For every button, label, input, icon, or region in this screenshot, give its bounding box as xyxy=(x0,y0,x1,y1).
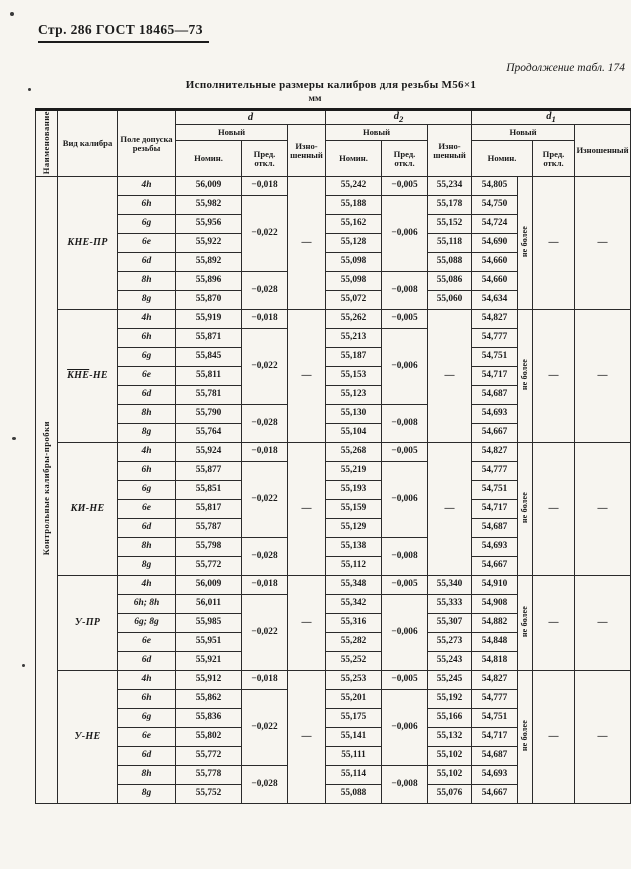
d2-nominal: 55,130 xyxy=(326,405,382,424)
d1-deviation: — xyxy=(533,671,575,804)
d-nominal: 55,764 xyxy=(176,424,242,443)
d2-worn: — xyxy=(428,443,472,576)
d-nominal: 55,877 xyxy=(176,462,242,481)
gauge-label: У-ПР xyxy=(58,576,118,671)
d-deviation: −0,018 xyxy=(242,443,288,462)
d2-worn: 55,178 xyxy=(428,196,472,215)
tolerance-field-value: 8h xyxy=(118,766,176,785)
col-header-d-deviation: Пред. откл. xyxy=(242,141,288,177)
d-nominal: 55,752 xyxy=(176,785,242,804)
d1-note: не более xyxy=(518,177,533,310)
tolerance-field-value: 8g xyxy=(118,785,176,804)
col-header-d1-new: Новый xyxy=(472,125,575,141)
d2-nominal: 55,128 xyxy=(326,234,382,253)
d1-nominal: 54,690 xyxy=(472,234,518,253)
d1-nominal: 54,750 xyxy=(472,196,518,215)
d-deviation: −0,022 xyxy=(242,690,288,766)
d1-nominal: 54,717 xyxy=(472,367,518,386)
d-nominal: 55,851 xyxy=(176,481,242,500)
tolerance-field-value: 6h; 8h xyxy=(118,595,176,614)
d2-worn: 55,245 xyxy=(428,671,472,690)
d-nominal: 55,790 xyxy=(176,405,242,424)
d-worn: — xyxy=(288,671,326,804)
d-nominal: 55,778 xyxy=(176,766,242,785)
d-nominal: 55,924 xyxy=(176,443,242,462)
col-header-d-worn: Изношенный xyxy=(288,125,326,177)
d-nominal: 55,836 xyxy=(176,709,242,728)
d2-deviation: −0,008 xyxy=(382,272,428,310)
d-nominal: 55,798 xyxy=(176,538,242,557)
d2-nominal: 55,342 xyxy=(326,595,382,614)
d1-deviation: — xyxy=(533,576,575,671)
d2-worn: 55,333 xyxy=(428,595,472,614)
scan-mark xyxy=(28,88,31,91)
tolerance-field-value: 6e xyxy=(118,728,176,747)
gauge-label: КНЕ-ПР xyxy=(58,177,118,310)
units-label: мм xyxy=(308,94,322,104)
d1-nominal: 54,777 xyxy=(472,462,518,481)
d1-nominal: 54,717 xyxy=(472,500,518,519)
d2-nominal: 55,213 xyxy=(326,329,382,348)
col-header-d2-deviation: Пред. откл. xyxy=(382,141,428,177)
tolerance-field-value: 6d xyxy=(118,652,176,671)
tolerance-field-value: 4h xyxy=(118,177,176,196)
dimensions-table xyxy=(35,108,631,804)
table-body xyxy=(36,177,631,804)
d1-worn: — xyxy=(575,576,631,671)
d2-nominal: 55,268 xyxy=(326,443,382,462)
col-header-d-new: Новый xyxy=(176,125,288,141)
col-header-gauge-type: Вид калибра xyxy=(58,110,118,177)
d2-nominal: 55,188 xyxy=(326,196,382,215)
d1-nominal: 54,634 xyxy=(472,291,518,310)
d1-note: не более xyxy=(518,671,533,804)
d2-worn: 55,060 xyxy=(428,291,472,310)
col-header-d1-deviation: Пред. откл. xyxy=(533,141,575,177)
d1-nominal: 54,693 xyxy=(472,538,518,557)
d2-nominal: 55,088 xyxy=(326,785,382,804)
d2-nominal: 55,129 xyxy=(326,519,382,538)
d2-worn: 55,152 xyxy=(428,215,472,234)
tolerance-field-value: 6d xyxy=(118,519,176,538)
scan-mark xyxy=(10,12,14,16)
d-nominal: 55,845 xyxy=(176,348,242,367)
d1-nominal: 54,848 xyxy=(472,633,518,652)
tolerance-field-value: 8h xyxy=(118,405,176,424)
tolerance-field-value: 6g xyxy=(118,481,176,500)
side-label: Контрольные калибры-пробки xyxy=(36,177,58,804)
d2-nominal: 55,098 xyxy=(326,253,382,272)
d1-nominal: 54,717 xyxy=(472,728,518,747)
d2-nominal: 55,219 xyxy=(326,462,382,481)
d2-deviation: −0,005 xyxy=(382,576,428,595)
d2-worn: 55,166 xyxy=(428,709,472,728)
tolerance-field-value: 4h xyxy=(118,576,176,595)
tolerance-field-value: 6d xyxy=(118,253,176,272)
d2-worn: 55,307 xyxy=(428,614,472,633)
d2-deviation: −0,008 xyxy=(382,766,428,804)
d1-nominal: 54,667 xyxy=(472,557,518,576)
col-header-d2: $d_2$ xyxy=(326,110,472,125)
d-worn: — xyxy=(288,443,326,576)
d1-nominal: 54,827 xyxy=(472,443,518,462)
d2-nominal: 55,252 xyxy=(326,652,382,671)
col-header-d1-worn: Изношенный xyxy=(575,125,631,177)
d-nominal: 55,921 xyxy=(176,652,242,671)
d2-nominal: 55,111 xyxy=(326,747,382,766)
col-header-d2-worn: Изношенный xyxy=(428,125,472,177)
tolerance-field-value: 6g xyxy=(118,709,176,728)
tolerance-field-value: 6h xyxy=(118,462,176,481)
tolerance-field-value: 6h xyxy=(118,196,176,215)
d1-nominal: 54,908 xyxy=(472,595,518,614)
d1-nominal: 54,818 xyxy=(472,652,518,671)
d-nominal: 55,862 xyxy=(176,690,242,709)
d-deviation: −0,018 xyxy=(242,177,288,196)
d1-nominal: 54,687 xyxy=(472,386,518,405)
d2-nominal: 55,242 xyxy=(326,177,382,196)
d2-nominal: 55,262 xyxy=(326,310,382,329)
table-row xyxy=(36,310,631,329)
d1-worn: — xyxy=(575,177,631,310)
col-header-d1: $d_1$ xyxy=(472,110,631,125)
d2-worn: 55,132 xyxy=(428,728,472,747)
d-nominal: 56,011 xyxy=(176,595,242,614)
d1-nominal: 54,751 xyxy=(472,348,518,367)
d2-nominal: 55,104 xyxy=(326,424,382,443)
d-worn: — xyxy=(288,576,326,671)
d2-worn: 55,076 xyxy=(428,785,472,804)
tolerance-field-value: 8h xyxy=(118,538,176,557)
d1-nominal: 54,777 xyxy=(472,329,518,348)
d2-deviation: −0,005 xyxy=(382,310,428,329)
d-deviation: −0,022 xyxy=(242,462,288,538)
d2-worn: 55,192 xyxy=(428,690,472,709)
d-deviation: −0,028 xyxy=(242,272,288,310)
d1-nominal: 54,693 xyxy=(472,766,518,785)
d2-deviation: −0,006 xyxy=(382,690,428,766)
d-deviation: −0,022 xyxy=(242,196,288,272)
table-row xyxy=(36,671,631,690)
d-deviation: −0,028 xyxy=(242,766,288,804)
d2-nominal: 55,159 xyxy=(326,500,382,519)
d1-nominal: 54,660 xyxy=(472,253,518,272)
d2-deviation: −0,008 xyxy=(382,405,428,443)
d-deviation: −0,018 xyxy=(242,671,288,690)
d2-nominal: 55,201 xyxy=(326,690,382,709)
d2-worn: 55,086 xyxy=(428,272,472,291)
d-deviation: −0,022 xyxy=(242,329,288,405)
d2-nominal: 55,348 xyxy=(326,576,382,595)
scan-mark xyxy=(12,437,16,440)
d-nominal: 56,009 xyxy=(176,576,242,595)
d2-nominal: 55,282 xyxy=(326,633,382,652)
d2-deviation: −0,005 xyxy=(382,177,428,196)
table-row xyxy=(36,443,631,462)
d-nominal: 55,956 xyxy=(176,215,242,234)
d2-deviation: −0,006 xyxy=(382,196,428,272)
d-nominal: 55,772 xyxy=(176,557,242,576)
d2-nominal: 55,123 xyxy=(326,386,382,405)
tolerance-field-value: 6g xyxy=(118,348,176,367)
d1-worn: — xyxy=(575,671,631,804)
tolerance-field-value: 6h xyxy=(118,690,176,709)
tolerance-field-value: 6e xyxy=(118,500,176,519)
d-nominal: 55,951 xyxy=(176,633,242,652)
page-header: Стр. 286 ГОСТ 18465—73 xyxy=(38,22,209,43)
d2-worn: — xyxy=(428,310,472,443)
d1-nominal: 54,827 xyxy=(472,671,518,690)
d-deviation: −0,022 xyxy=(242,595,288,671)
d-nominal: 55,892 xyxy=(176,253,242,272)
tolerance-field-value: 4h xyxy=(118,671,176,690)
table-title: Исполнительные размеры калибров для резьбы М56×1 xyxy=(185,79,477,91)
col-header-name: Наименование xyxy=(36,110,58,177)
d1-nominal: 54,910 xyxy=(472,576,518,595)
d1-worn: — xyxy=(575,443,631,576)
d-nominal: 55,871 xyxy=(176,329,242,348)
tolerance-field-value: 4h xyxy=(118,443,176,462)
d1-nominal: 54,827 xyxy=(472,310,518,329)
tolerance-field-value: 6g; 8g xyxy=(118,614,176,633)
d-nominal: 55,922 xyxy=(176,234,242,253)
d-nominal: 55,781 xyxy=(176,386,242,405)
table-row xyxy=(36,177,631,196)
d1-deviation: — xyxy=(533,177,575,310)
d2-nominal: 55,098 xyxy=(326,272,382,291)
d2-deviation: −0,005 xyxy=(382,671,428,690)
gauge-label: КНЕ-НЕ xyxy=(58,310,118,443)
d1-note: не более xyxy=(518,443,533,576)
tolerance-field-value: 6h xyxy=(118,329,176,348)
d2-deviation: −0,006 xyxy=(382,462,428,538)
tolerance-field-value: 4h xyxy=(118,310,176,329)
d2-worn: 55,234 xyxy=(428,177,472,196)
col-header-d2-nominal: Номин. xyxy=(326,141,382,177)
tolerance-field-value: 8g xyxy=(118,424,176,443)
d1-nominal: 54,660 xyxy=(472,272,518,291)
d1-nominal: 54,805 xyxy=(472,177,518,196)
d-nominal: 55,896 xyxy=(176,272,242,291)
d2-deviation: −0,006 xyxy=(382,329,428,405)
col-header-d: d xyxy=(176,110,326,125)
tolerance-field-value: 8g xyxy=(118,291,176,310)
tolerance-field-value: 8h xyxy=(118,272,176,291)
d-nominal: 55,919 xyxy=(176,310,242,329)
tolerance-field-value: 6e xyxy=(118,234,176,253)
d-nominal: 55,787 xyxy=(176,519,242,538)
d2-worn: 55,243 xyxy=(428,652,472,671)
d2-worn: 55,102 xyxy=(428,747,472,766)
d1-worn: — xyxy=(575,310,631,443)
table-continuation-note: Продолжение табл. 174 xyxy=(506,62,625,74)
d-worn: — xyxy=(288,310,326,443)
d1-nominal: 54,777 xyxy=(472,690,518,709)
d-nominal: 55,772 xyxy=(176,747,242,766)
d-deviation: −0,028 xyxy=(242,405,288,443)
col-header-d2-new: Новый xyxy=(326,125,428,141)
d2-worn: 55,340 xyxy=(428,576,472,595)
d-nominal: 55,811 xyxy=(176,367,242,386)
d2-nominal: 55,316 xyxy=(326,614,382,633)
d1-nominal: 54,693 xyxy=(472,405,518,424)
tolerance-field-value: 6e xyxy=(118,367,176,386)
d1-nominal: 54,667 xyxy=(472,424,518,443)
d1-note: не более xyxy=(518,310,533,443)
d2-deviation: −0,006 xyxy=(382,595,428,671)
d1-deviation: — xyxy=(533,310,575,443)
d-deviation: −0,018 xyxy=(242,576,288,595)
d1-deviation: — xyxy=(533,443,575,576)
col-header-tolerance-field: Поле допуска резьбы xyxy=(118,110,176,177)
d2-nominal: 55,162 xyxy=(326,215,382,234)
d1-nominal: 54,724 xyxy=(472,215,518,234)
d-nominal: 55,817 xyxy=(176,500,242,519)
d-worn: — xyxy=(288,177,326,310)
d1-nominal: 54,687 xyxy=(472,747,518,766)
tolerance-field-value: 6d xyxy=(118,747,176,766)
d-nominal: 56,009 xyxy=(176,177,242,196)
tolerance-field-value: 6e xyxy=(118,633,176,652)
d-nominal: 55,912 xyxy=(176,671,242,690)
d-deviation: −0,028 xyxy=(242,538,288,576)
d-nominal: 55,802 xyxy=(176,728,242,747)
d1-nominal: 54,751 xyxy=(472,709,518,728)
d-nominal: 55,870 xyxy=(176,291,242,310)
scan-mark xyxy=(22,664,25,667)
d-nominal: 55,982 xyxy=(176,196,242,215)
gauge-label: У-НЕ xyxy=(58,671,118,804)
tolerance-field-value: 8g xyxy=(118,557,176,576)
d2-nominal: 55,141 xyxy=(326,728,382,747)
d1-nominal: 54,751 xyxy=(472,481,518,500)
tolerance-field-value: 6d xyxy=(118,386,176,405)
d2-nominal: 55,138 xyxy=(326,538,382,557)
d1-note: не более xyxy=(518,576,533,671)
d2-nominal: 55,193 xyxy=(326,481,382,500)
table-header xyxy=(36,110,631,177)
d2-worn: 55,102 xyxy=(428,766,472,785)
d2-nominal: 55,112 xyxy=(326,557,382,576)
d2-nominal: 55,253 xyxy=(326,671,382,690)
col-header-d-nominal: Номин. xyxy=(176,141,242,177)
d2-nominal: 55,187 xyxy=(326,348,382,367)
d1-nominal: 54,882 xyxy=(472,614,518,633)
d2-deviation: −0,008 xyxy=(382,538,428,576)
d2-worn: 55,118 xyxy=(428,234,472,253)
d1-nominal: 54,667 xyxy=(472,785,518,804)
d2-nominal: 55,114 xyxy=(326,766,382,785)
d1-nominal: 54,687 xyxy=(472,519,518,538)
d-nominal: 55,985 xyxy=(176,614,242,633)
d2-nominal: 55,072 xyxy=(326,291,382,310)
d-deviation: −0,018 xyxy=(242,310,288,329)
d2-deviation: −0,005 xyxy=(382,443,428,462)
d2-worn: 55,088 xyxy=(428,253,472,272)
d2-nominal: 55,153 xyxy=(326,367,382,386)
gauge-label: КИ-НЕ xyxy=(58,443,118,576)
tolerance-field-value: 6g xyxy=(118,215,176,234)
table-row xyxy=(36,576,631,595)
d2-nominal: 55,175 xyxy=(326,709,382,728)
d2-worn: 55,273 xyxy=(428,633,472,652)
col-header-d1-nominal: Номин. xyxy=(472,141,533,177)
